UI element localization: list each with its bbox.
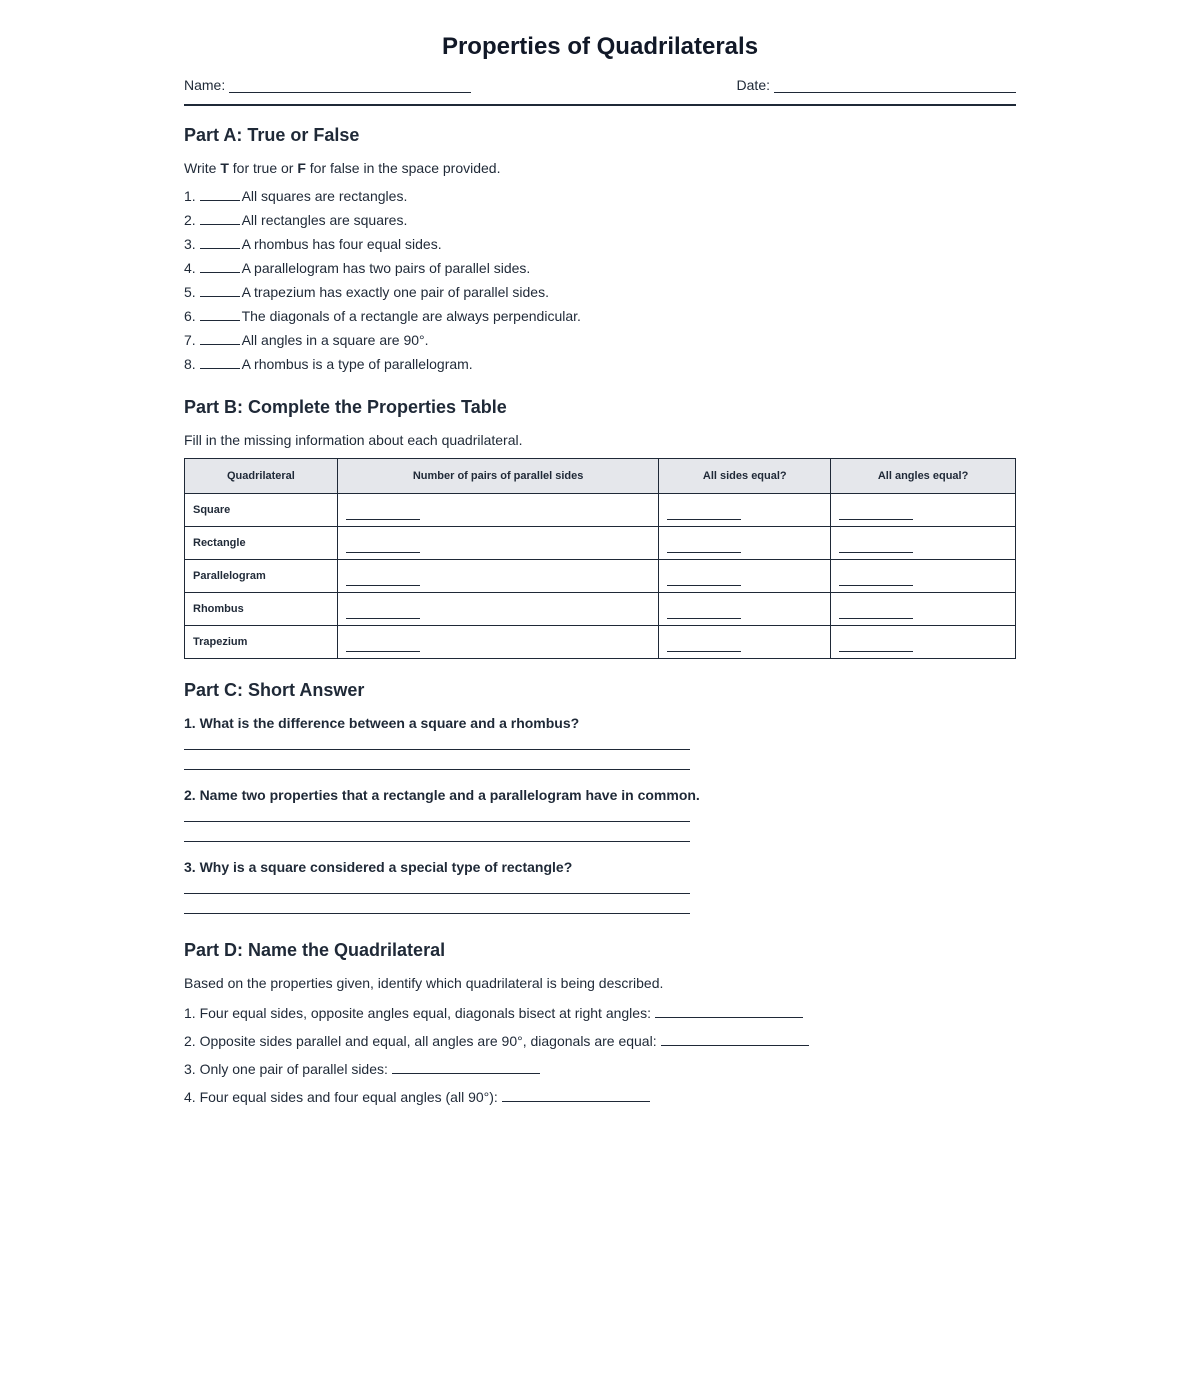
part-a-heading: Part A: True or False	[184, 125, 360, 145]
part-b-instruction: Fill in the missing information about each quadrilateral.	[184, 432, 523, 448]
answer-blank[interactable]	[200, 306, 240, 321]
date-field	[737, 76, 1016, 93]
answer-line[interactable]	[184, 769, 690, 770]
instruction-f: F	[297, 160, 306, 176]
answer-blank[interactable]	[667, 540, 741, 553]
answer-blank[interactable]	[839, 606, 913, 619]
item-text: A rhombus has four equal sides.	[241, 236, 442, 252]
table-row	[185, 560, 1016, 593]
name-label: Name:	[184, 77, 226, 93]
item-number: 6.	[184, 308, 196, 324]
table-row	[185, 626, 1016, 659]
list-item	[184, 186, 581, 210]
table-cell	[337, 527, 659, 560]
name-field	[184, 76, 471, 93]
shape-name: Rhombus	[185, 593, 338, 626]
table-cell	[337, 593, 659, 626]
date-label: Date:	[736, 77, 770, 93]
column-header: All sides equal?	[659, 459, 831, 494]
date-blank[interactable]	[774, 76, 1016, 93]
table-cell	[831, 527, 1016, 560]
item-number: 2.	[184, 212, 196, 228]
answer-blank[interactable]	[655, 1003, 803, 1018]
table-row	[185, 593, 1016, 626]
item-text: All squares are rectangles.	[241, 188, 408, 204]
item-text: 2. Opposite sides parallel and equal, all angles are 90°, diagonals are equal:	[184, 1033, 657, 1049]
table-cell	[831, 560, 1016, 593]
answer-blank[interactable]	[200, 234, 240, 249]
table-cell	[831, 626, 1016, 659]
list-item	[184, 258, 581, 282]
answer-blank[interactable]	[667, 573, 741, 586]
table-cell	[659, 626, 831, 659]
item-number: 7.	[184, 332, 196, 348]
list-item	[184, 234, 581, 258]
shape-name: Trapezium	[185, 626, 338, 659]
answer-blank[interactable]	[839, 507, 913, 520]
true-false-list	[184, 186, 581, 378]
answer-blank[interactable]	[346, 639, 420, 652]
item-text: The diagonals of a rectangle are always perpendicular.	[241, 308, 581, 324]
answer-blank[interactable]	[502, 1087, 650, 1102]
answer-blank[interactable]	[200, 186, 240, 201]
part-d-heading: Part D: Name the Quadrilateral	[184, 940, 446, 960]
list-item	[184, 282, 581, 306]
item-number: 5.	[184, 284, 196, 300]
page-title: Properties of Quadrilaterals	[441, 33, 759, 60]
answer-line[interactable]	[184, 913, 690, 914]
list-item	[184, 1031, 809, 1049]
short-answer-question: 3. Why is a square considered a special type of rectangle?	[184, 859, 573, 875]
table-header-row	[185, 459, 1016, 494]
answer-blank[interactable]	[200, 258, 240, 273]
answer-line[interactable]	[184, 841, 690, 842]
instruction-text: for false in the space provided.	[305, 160, 501, 176]
table-cell	[659, 560, 831, 593]
table-cell	[337, 560, 659, 593]
answer-blank[interactable]	[667, 507, 741, 520]
name-blank[interactable]	[229, 76, 471, 93]
column-header: Quadrilateral	[185, 459, 338, 494]
list-item	[184, 210, 581, 234]
item-number: 1.	[184, 188, 196, 204]
shape-name: Rectangle	[185, 527, 338, 560]
item-number: 8.	[184, 356, 196, 372]
answer-blank[interactable]	[661, 1031, 809, 1046]
answer-blank[interactable]	[346, 540, 420, 553]
answer-blank[interactable]	[200, 210, 240, 225]
properties-table	[184, 458, 1016, 659]
table-cell	[831, 593, 1016, 626]
answer-blank[interactable]	[346, 507, 420, 520]
table-row	[185, 527, 1016, 560]
answer-line[interactable]	[184, 893, 690, 894]
answer-blank[interactable]	[839, 639, 913, 652]
answer-blank[interactable]	[346, 606, 420, 619]
answer-line[interactable]	[184, 749, 690, 750]
table-cell	[337, 626, 659, 659]
list-item	[184, 1059, 540, 1077]
shape-name: Square	[185, 494, 338, 527]
list-item	[184, 1003, 803, 1021]
item-text: A rhombus is a type of parallelogram.	[241, 356, 473, 372]
column-header: Number of pairs of parallel sides	[337, 459, 659, 494]
part-c-heading: Part C: Short Answer	[184, 680, 365, 700]
instruction-text: Write	[184, 160, 221, 176]
item-number: 4.	[184, 260, 196, 276]
table-cell	[659, 494, 831, 527]
answer-blank[interactable]	[667, 639, 741, 652]
answer-blank[interactable]	[839, 573, 913, 586]
table-row	[185, 494, 1016, 527]
item-text: A trapezium has exactly one pair of parallel sides.	[241, 284, 549, 300]
answer-blank[interactable]	[200, 330, 240, 345]
item-text: All angles in a square are 90°.	[241, 332, 429, 348]
short-answer-question: 1. What is the difference between a square and a rhombus?	[184, 715, 580, 731]
instruction-t: T	[220, 160, 229, 176]
item-text: 3. Only one pair of parallel sides:	[184, 1061, 388, 1077]
list-item	[184, 306, 581, 330]
answer-blank[interactable]	[839, 540, 913, 553]
part-b-heading: Part B: Complete the Properties Table	[184, 397, 507, 417]
table-cell	[831, 494, 1016, 527]
answer-line[interactable]	[184, 821, 690, 822]
answer-blank[interactable]	[392, 1059, 540, 1074]
part-a-instruction	[184, 160, 500, 176]
answer-blank[interactable]	[200, 282, 240, 297]
shape-name: Parallelogram	[185, 560, 338, 593]
name-date-row	[184, 76, 1016, 96]
answer-blank[interactable]	[200, 354, 240, 369]
header-divider	[184, 104, 1016, 106]
table-cell	[659, 593, 831, 626]
answer-blank[interactable]	[346, 573, 420, 586]
answer-blank[interactable]	[667, 606, 741, 619]
item-text: A parallelogram has two pairs of parallel sides.	[241, 260, 531, 276]
table-cell	[659, 527, 831, 560]
item-text: 4. Four equal sides and four equal angles (all 90°):	[184, 1089, 498, 1105]
column-header: All angles equal?	[831, 459, 1016, 494]
instruction-text: for true or	[228, 160, 298, 176]
list-item	[184, 330, 581, 354]
table-cell	[337, 494, 659, 527]
short-answer-question: 2. Name two properties that a rectangle and a parallelogram have in common.	[184, 787, 700, 803]
item-text: 1. Four equal sides, opposite angles equal, diagonals bisect at right angles:	[184, 1005, 651, 1021]
list-item	[184, 1087, 650, 1105]
item-text: All rectangles are squares.	[241, 212, 408, 228]
part-d-instruction: Based on the properties given, identify which quadrilateral is being described.	[184, 975, 664, 991]
item-number: 3.	[184, 236, 196, 252]
list-item	[184, 354, 581, 378]
